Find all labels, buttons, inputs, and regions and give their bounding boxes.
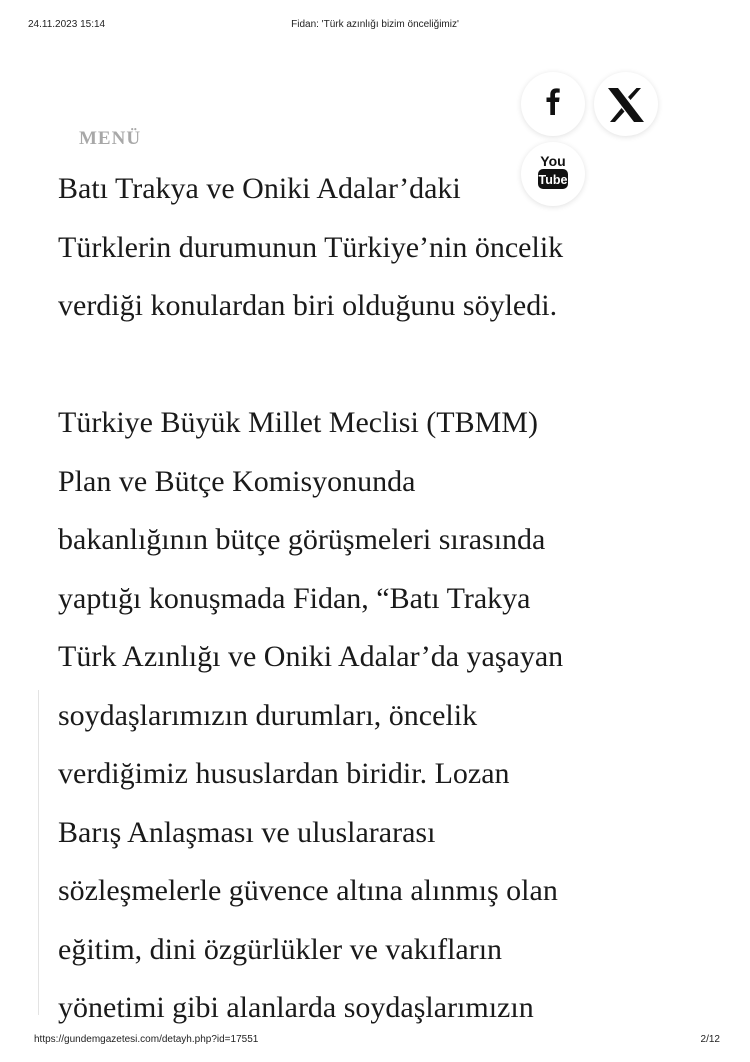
quote-bar [38, 690, 39, 1015]
article-line: eğitim, dini özgürlükler ve vakıfların [58, 932, 503, 966]
facebook-icon [521, 72, 585, 136]
x-twitter-button[interactable] [594, 72, 658, 136]
youtube-icon [521, 142, 585, 206]
youtube-button[interactable] [521, 142, 585, 206]
article-line: Plan ve Bütçe Komisyonunda [58, 464, 416, 498]
facebook-button[interactable] [521, 72, 585, 136]
youtube-logo-top: You [540, 153, 566, 169]
article-line: yönetimi gibi alanlarda soydaşlarımızın [58, 991, 534, 1024]
youtube-logo-bottom: Tube [538, 173, 568, 187]
print-datetime: 24.11.2023 15:14 [28, 19, 106, 30]
article-line: verdiği konulardan biri olduğunu söyledi. [58, 289, 558, 322]
article-line: sözleşmelerle güvence altına alınmış olan [58, 874, 558, 907]
article-line: yaptığı konuşmada Fidan, “Batı Trakya [58, 581, 531, 615]
article-line: Türk Azınlığı ve Oniki Adalar’da yaşayan [58, 640, 564, 673]
print-url: https://gundemgazetesi.com/detayh.php?id=17551 [34, 1034, 259, 1045]
article-line: Türkiye Büyük Millet Meclisi (TBMM) [58, 406, 538, 439]
paragraph-gap [58, 336, 718, 395]
article-body [58, 160, 718, 1038]
print-page-number: 2/12 [700, 1034, 720, 1045]
article-line: bakanlığının bütçe görüşmeleri sırasında [58, 523, 546, 556]
x-twitter-icon [594, 72, 658, 136]
print-header [0, 19, 750, 33]
article-line: Barış Anlaşması ve uluslararası [58, 815, 436, 849]
article-line: soydaşlarımızın durumları, öncelik [58, 698, 478, 732]
print-page-title: Fidan: 'Türk azınlığı bizim önceliğimiz' [291, 19, 459, 30]
article-line: verdiğimiz hususlardan biridir. Lozan [58, 757, 510, 790]
print-footer [0, 1034, 750, 1048]
article-line: Türklerin durumunun Türkiye’nin öncelik [58, 230, 564, 264]
article-line: Batı Trakya ve Oniki Adalar’daki [58, 172, 461, 205]
menu-button[interactable]: MENÜ [79, 128, 142, 149]
